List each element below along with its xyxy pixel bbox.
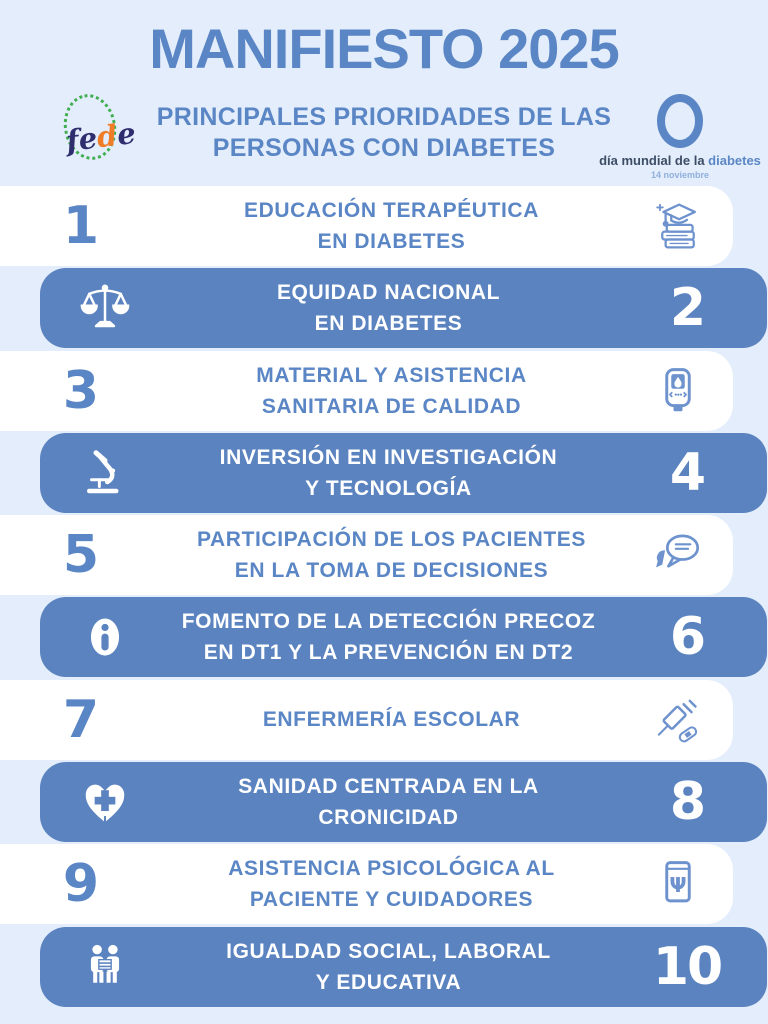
- priority-number-text: 7: [62, 690, 98, 750]
- world-diabetes-day-logo: [598, 94, 762, 180]
- priority-number: [607, 443, 767, 503]
- priority-number: [0, 196, 160, 256]
- priority-title-line: EQUIDAD NACIONAL: [276, 280, 501, 304]
- priority-title: [170, 277, 607, 340]
- priority-title: [160, 195, 623, 258]
- priority-title-line: PARTICIPACIÓN DE LOS PACIENTES: [196, 527, 587, 551]
- wdd-logo-text: [598, 153, 762, 168]
- icon-zone: [40, 940, 170, 994]
- priority-number-text: 1: [62, 196, 98, 256]
- priority-number: [0, 525, 160, 585]
- fede-e: e: [115, 115, 138, 152]
- page-title: MANIFIESTO 2025: [149, 17, 619, 80]
- microscope-icon: [78, 446, 132, 500]
- priority-title-line: INVERSIÓN EN INVESTIGACIÓN: [219, 445, 558, 469]
- priority-number: [607, 278, 767, 338]
- wdd-date: 14 noviembre: [650, 170, 710, 180]
- priority-title: [170, 771, 607, 834]
- priority-number-text: 8: [669, 772, 705, 832]
- priority-title: [160, 524, 623, 587]
- heart-cross-icon: [78, 775, 132, 829]
- priority-row-1: [0, 186, 733, 266]
- subtitle-line: PERSONAS CON DIABETES: [212, 134, 556, 163]
- priority-title: [170, 606, 607, 669]
- blue-circle-icon: [657, 94, 703, 148]
- priority-number: [0, 690, 160, 750]
- fede-fe: fe: [64, 120, 100, 159]
- priority-number-text: 6: [669, 607, 705, 667]
- priority-title-line: IGUALDAD SOCIAL, LABORAL: [226, 939, 551, 963]
- priority-number: [607, 772, 767, 832]
- priority-number-text: 5: [62, 525, 98, 585]
- priority-title-line: EN DIABETES: [317, 230, 466, 253]
- priority-number-text: 2: [669, 278, 705, 338]
- priority-title-line: EN DT1 Y LA PREVENCIÓN EN DT2: [203, 641, 574, 664]
- priority-title: [160, 853, 623, 916]
- priority-title: [170, 936, 607, 999]
- priority-title-line: PACIENTE Y CUIDADORES: [249, 888, 534, 911]
- glucose-meter-icon: [651, 364, 705, 418]
- priority-title-line: FOMENTO DE LA DETECCIÓN PRECOZ: [181, 609, 596, 633]
- icon-zone: [623, 364, 733, 418]
- priority-number: [607, 937, 767, 997]
- priority-title-line: EDUCACIÓN TERAPÉUTICA: [244, 198, 539, 222]
- priority-row-7: [0, 680, 733, 760]
- priority-number-text: 9: [62, 854, 98, 914]
- priority-row-10: [40, 927, 767, 1007]
- priority-title-line: Y TECNOLOGÍA: [305, 477, 472, 500]
- priority-number: [0, 361, 160, 421]
- priority-title-line: SANITARIA DE CALIDAD: [261, 395, 522, 418]
- scales-icon: [78, 281, 132, 335]
- books-graduation-icon: [651, 199, 705, 253]
- priority-title-line: ASISTENCIA PSICOLÓGICA AL: [228, 856, 555, 880]
- priority-row-6: [40, 597, 767, 677]
- priority-row-2: [40, 268, 767, 348]
- priority-title-line: ENFERMERÍA ESCOLAR: [262, 708, 521, 732]
- priority-title-line: MATERIAL Y ASISTENCIA: [256, 363, 527, 387]
- wdd-text-dark: día mundial de la: [599, 153, 709, 168]
- info-icon: [78, 610, 132, 664]
- chat-bubbles-icon: [651, 528, 705, 582]
- priority-number: [607, 607, 767, 667]
- priority-title-line: EN DIABETES: [314, 312, 463, 335]
- priority-number-text: 4: [669, 443, 705, 503]
- fede-logo: [56, 92, 142, 174]
- priority-number: [0, 854, 160, 914]
- priority-row-9: [0, 844, 733, 924]
- priority-row-3: [0, 351, 733, 431]
- priority-row-4: [40, 433, 767, 513]
- syringe-plaster-icon: [651, 693, 705, 747]
- priority-title-line: CRONICIDAD: [318, 806, 459, 829]
- priority-row-5: [0, 515, 733, 595]
- wdd-text-blue: diabetes: [708, 153, 761, 168]
- fede-d: d: [94, 118, 120, 155]
- priority-row-8: [40, 762, 767, 842]
- fede-logo-text: [64, 116, 137, 158]
- icon-zone: [623, 199, 733, 253]
- priority-title: [160, 704, 623, 736]
- svg-text:Ψ: Ψ: [669, 872, 687, 897]
- priority-title-line: Y EDUCATIVA: [315, 971, 462, 994]
- priority-title-line: EN LA TOMA DE DECISIONES: [234, 559, 549, 582]
- subtitle-line: PRINCIPALES PRIORIDADES DE LAS: [156, 103, 612, 131]
- icon-zone: [40, 610, 170, 664]
- icon-zone: [40, 281, 170, 335]
- icon-zone: [623, 693, 733, 747]
- priority-number-text: 10: [652, 937, 722, 997]
- icon-zone: [40, 775, 170, 829]
- psychology-book-icon: [651, 857, 705, 911]
- icon-zone: [623, 857, 733, 911]
- priority-title-line: SANIDAD CENTRADA EN LA: [238, 774, 539, 798]
- priority-title: [160, 360, 623, 423]
- icon-zone: [623, 528, 733, 582]
- icon-zone: [40, 446, 170, 500]
- priority-title: [170, 442, 607, 505]
- page-subtitle: [149, 102, 619, 165]
- priority-number-text: 3: [62, 361, 98, 421]
- people-equality-icon: [78, 940, 132, 994]
